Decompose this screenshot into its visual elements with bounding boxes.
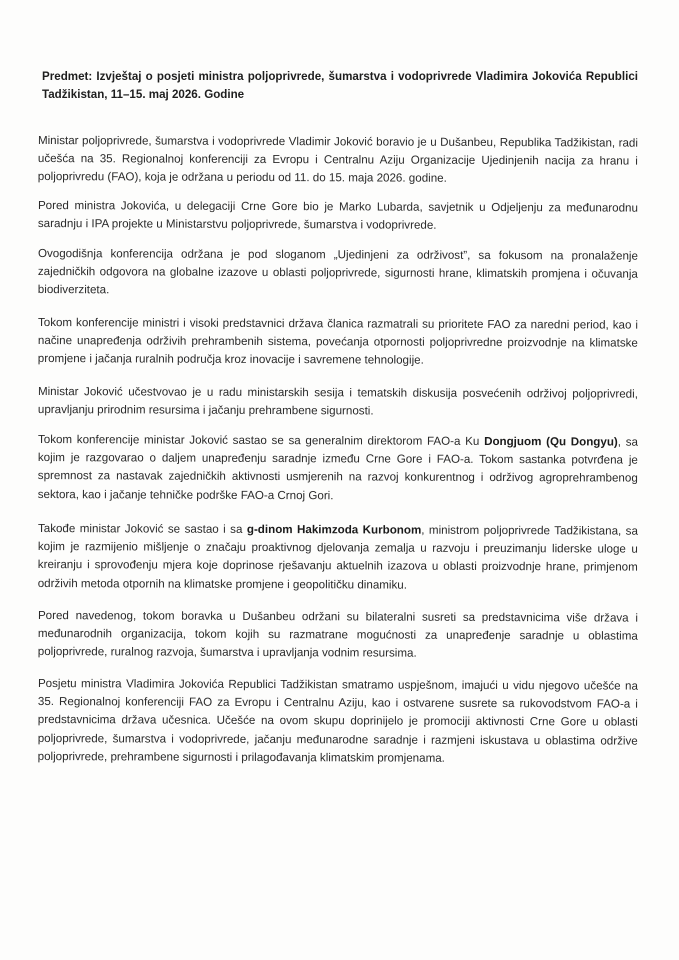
paragraph-delegation: Pored ministra Jokovića, u delegaciji Crne Gore bio je Marko Lubarda, savjetnik u Odjeljenju za međunarodnu saradnju i IPA projekte u Ministarstvu poljoprivrede, šumarstva i vodoprivrede. (37, 199, 638, 232)
paragraph-fao-priorities: Tokom konferencije ministri i visoki predstavnici država članica razmatrali su prioritete FAO za naredni period, kao i načine unapređenja održivih prehrambenih sistema, povećanja otpornosti poljoprivredne proizvodnje na klimatske promjene i jačanja ruralnih područja kroz inovacije i savremene tehnologije. (37, 316, 638, 368)
paragraph-visit-overview: Ministar poljoprivrede, šumarstva i vodoprivrede Vladimir Joković boravio je u Dušanbeu, Republika Tadžikistan, radi učešća na 35. Regionalnoj konferenciji za Evropu i Centralnu Aziju Organizacije Ujedinjenih nacija za hranu i poljoprivredu (FAO), koja je održana u periodu od 11. do 15. maja 2026. godine. (37, 134, 638, 186)
paragraph-text-after: , ministrom poljoprivrede Tadžikistana, sa kojim je razmijenio mišljenje o značaju proaktivnog djelovanja zemalja u razvoju i preuzimanju liderske uloge u kreiranju i sprovođenju mjera koje doprinose rješavanju aktuelnih izazova u oblasti proizvodnje hrane, primjenom održivih metoda otpornih na klimatske promjene i geopolitičku dinamiku. (37, 523, 638, 592)
paragraph-bilateral-meetings: Pored navedenog, tokom boravka u Dušanbeu održani su bilateralni susreti sa predstavnicima više država i međunarodnih organizacija, tokom kojih su razmatrane mogućnosti za unapređenje saradnje u oblastima poljoprivrede, ruralnog razvoja, šumarstva i upravljanja vodnim resursima. (37, 608, 638, 660)
paragraph-ministerial-sessions: Ministar Joković učestvovao je u radu ministarskih sesija i tematskih diskusija posvećenih održivoj poljoprivredi, upravljanju prirodnim resursima i jačanju prehrambene sigurnosti. (37, 384, 638, 418)
paragraph-text-before: Tokom konferencije ministar Joković sastao se sa generalnim direktorom FAO-a Ku (37, 433, 485, 448)
document-subject: Predmet: Izvještaj o posjeti ministra poljoprivrede, šumarstva i vodoprivrede Vladimira Jokovića Republici Tadžikistan, 11–15. maj 2026. Godine (42, 70, 638, 102)
fao-director-name: Dongjuom (Qu Dongyu) (484, 434, 618, 449)
paragraph-conference-slogan: Ovogodišnja konferencija održana je pod sloganom „Ujedinjeni za održivost”, sa fokusom na pronalaženje zajedničkih odgovora na globalne izazove u oblasti poljoprivrede, sigurnosti hrane, klimatskih promjena i očuvanja biodiverziteta. (37, 247, 638, 298)
tajik-minister-name: g-dinom Hakimzoda Kurbonom (246, 522, 422, 537)
paragraph-meeting-fao-director (38, 431, 638, 506)
paragraph-text-before: Takođe ministar Joković se sastao i sa (37, 521, 247, 536)
report-body (38, 68, 638, 766)
paragraph-text-after: , sa kojim je razgovarao o daljem unapređenju saradnje između Crne Gore i FAO-a. Tokom sastanka potvrđena je spremnost za nastavak zajedničkih aktivnosti usmjerenih na razvoj konkurentnog i održivog agroprehrambenog sektora, kao i jačanje tehničke podrške FAO-a Crnoj Gori. (37, 435, 638, 502)
paragraph-meeting-tajik-minister (38, 520, 638, 595)
paragraph-conclusion: Posjetu ministra Vladimira Jokovića Republici Tadžikistan smatramo uspješnom, imajući u vidu njegovo učešće na 35. Regionalnoj konferenciji FAO za Evropu i Centralnu Aziju, kao i ostvarene susrete sa rukovodstvom FAO-a i predstavnicima država učesnica. Učešće na ovom skupu doprinijelo je promociji aktivnosti Crne Gore u oblasti poljoprivrede, šumarstva i vodoprivrede, jačanju međunarodne saradnje i razmjeni iskustava u oblastima održive poljoprivrede, prehrambene sigurnosti i prilagođavanja klimatskim promjenama. (37, 677, 638, 765)
